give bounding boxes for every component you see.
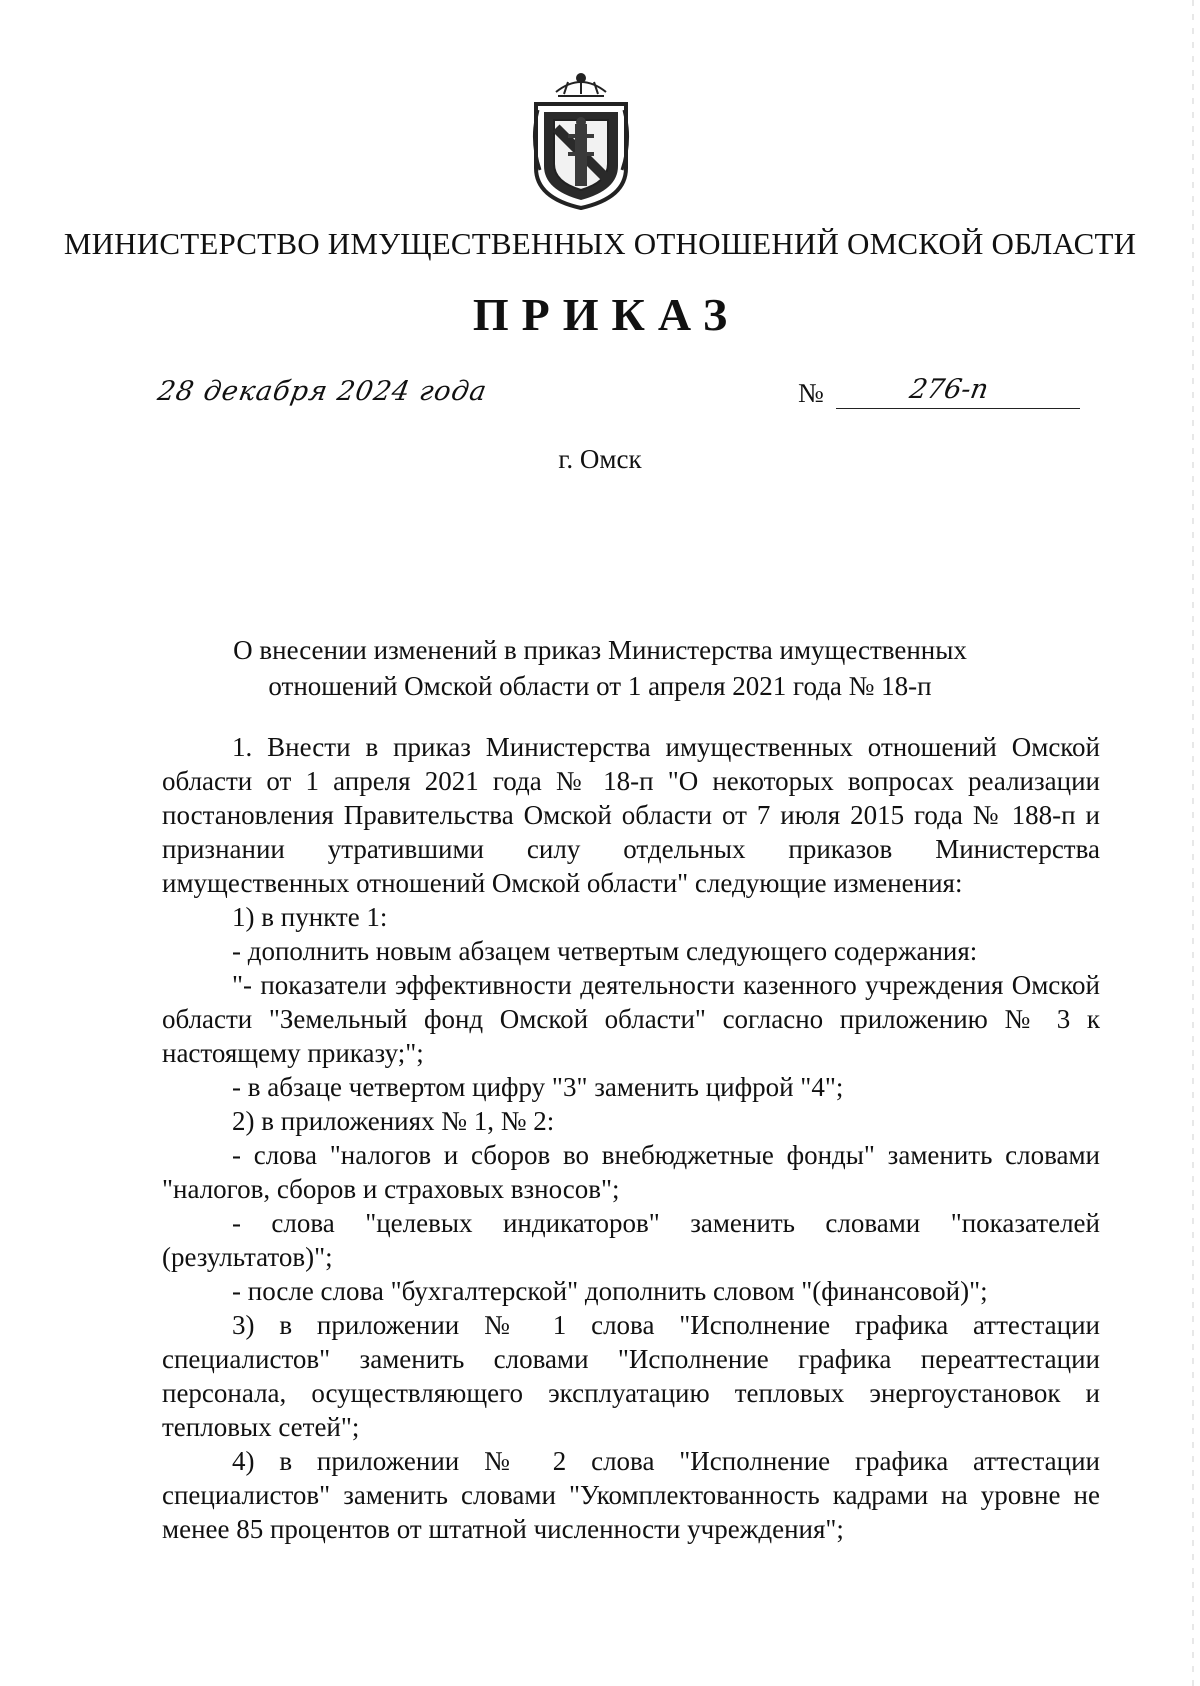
paragraph: 4) в приложении № 2 слова "Исполнение графика аттестации специалистов" заменить словами "Укомплектованность кадрами на уровне не менее 85 процентов от штатной численности учреждения"; bbox=[162, 1446, 1100, 1544]
document-body bbox=[162, 730, 1100, 1546]
paragraph: "- показатели эффективности деятельности казенного учреждения Омской области "Земельный фонд Омской области" согласно приложению № 3 к настоящему приказу;"; bbox=[162, 970, 1100, 1068]
paragraph: - слова "налогов и сборов во внебюджетные фонды" заменить словами "налогов, сборов и страховых взносов"; bbox=[162, 1140, 1100, 1204]
handwritten-date: 28 декабря 2024 года bbox=[155, 376, 490, 407]
paragraph: 3) в приложении № 1 слова "Исполнение графика аттестации специалистов" заменить словами "Исполнение графика переаттестации персонала, осуществляющего эксплуатацию тепловых энергоустановок и тепловых сетей"; bbox=[162, 1310, 1100, 1442]
title-line-2: отношений Омской области от 1 апреля 2021 года № 18-п bbox=[268, 671, 932, 701]
paragraph: 2) в приложениях № 1, № 2: bbox=[232, 1106, 555, 1136]
number-label: № bbox=[798, 378, 824, 408]
document-type-title: ПРИКАЗ bbox=[472, 289, 741, 340]
number-underline bbox=[836, 408, 1080, 409]
paragraph: - дополнить новым абзацем четвертым следующего содержания: bbox=[232, 936, 978, 966]
ministry-name: МИНИСТЕРСТВО ИМУЩЕСТВЕННЫХ ОТНОШЕНИЙ ОМСКОЙ ОБЛАСТИ bbox=[63, 226, 1137, 261]
paragraph: - в абзаце четвертом цифру "3" заменить цифрой "4"; bbox=[232, 1072, 844, 1102]
omsk-oblast-coat-of-arms-icon bbox=[528, 70, 634, 210]
paragraph: - после слова "бухгалтерской" дополнить словом "(финансовой)"; bbox=[232, 1276, 988, 1306]
title-line-1: О внесении изменений в приказ Министерства имущественных bbox=[233, 635, 967, 665]
paragraph: 1) в пункте 1: bbox=[232, 902, 388, 932]
handwritten-number: 276-п bbox=[907, 374, 991, 405]
paragraph: - слова "целевых индикаторов" заменить словами "показателей (результатов)"; bbox=[162, 1208, 1100, 1272]
paragraph: 1. Внести в приказ Министерства имущественных отношений Омской области от 1 апреля 2021 года № 18-п "О некоторых вопросах реализации постановления Правительства Омской области от 7 июля 2015 года № 188-п и признании утратившими силу отдельных приказов Министерства имущественных отношений Омской области" следующие изменения: bbox=[162, 732, 1100, 898]
document-title bbox=[150, 632, 1050, 704]
city-name: г. Омск bbox=[558, 444, 642, 474]
